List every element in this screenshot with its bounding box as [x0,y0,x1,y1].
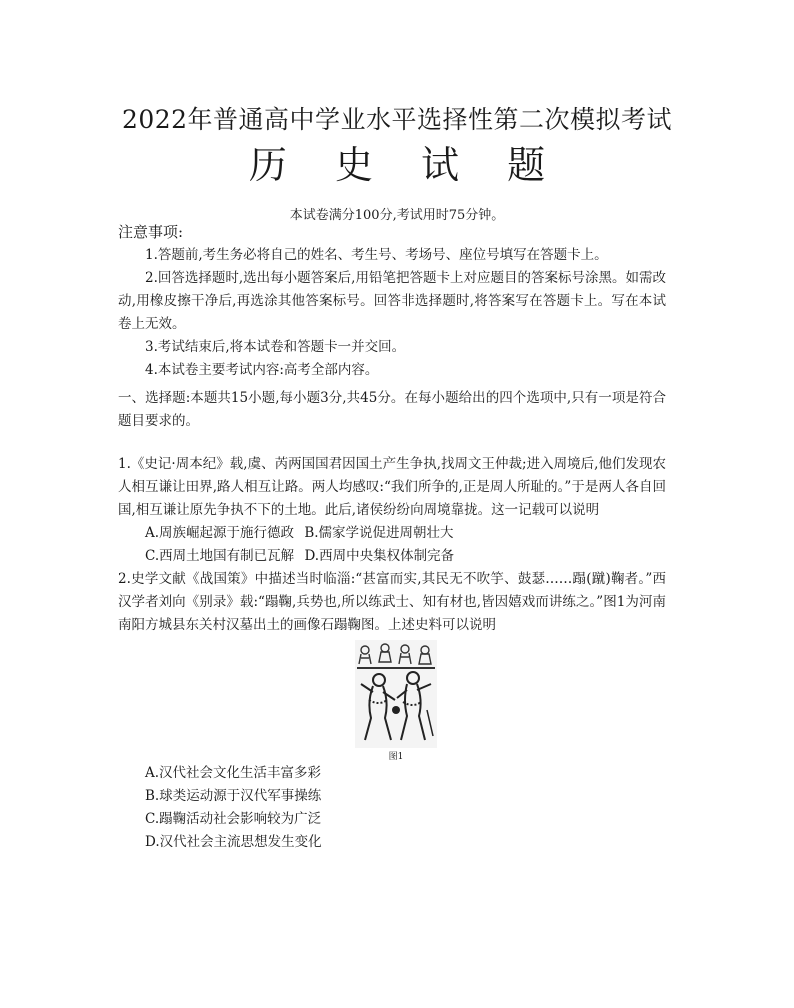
option-row [118,545,666,568]
notice-item: 1.答题前,考生务必将自己的姓名、考生号、考场号、座位号填写在答题卡上。 [145,247,608,263]
figure-caption: 图1 [388,752,404,762]
option-b: B.球类运动源于汉代军事操练 [145,788,322,804]
notice-list [118,244,666,382]
question-stem: 2.史学文献《战国策》中描述当时临淄:“甚富而实,其民无不吹竽、鼓瑟……蹋(蹴)鞠者。”西汉学者刘向《别录》载:“蹋鞠,兵势也,所以练武士、知有材也,皆因嬉戏而讲练之。”图1为河南南阳方城县东关村汉墓出土的画像石蹋鞠图。上述史料可以说明 [118,571,666,633]
section-title: 一、选择题:本题共15小题,每小题3分,共45分。在每小题给出的四个选项中,只有一项是符合题目要求的。 [118,390,666,429]
relief-drawing [355,640,437,748]
notice-item: 3.考试结束后,将本试卷和答题卡一并交回。 [145,339,406,355]
notice-item: 2.回答选择题时,选出每小题答案后,用铅笔把答题卡上对应题目的答案标号涂黑。如需改动,用橡皮擦干净后,再选涂其他答案标号。回答非选择题时,将答案写在答题卡上。写在本试卷上无效。 [118,270,666,332]
cuju-stone-relief-image [355,640,437,748]
option-a: A.周族崛起源于施行德政 [145,525,295,541]
question-stem: 1.《史记·周本纪》载,虞、芮两国国君因国土产生争执,找周文王仲裁;进入周境后,他们发现农人相互谦让田界,路人相互让路。两人均感叹:“我们所争的,正是周人所耻的。”于是两人各自回国,相互谦让原先争执不下的土地。此后,诸侯纷纷向周境靠拢。这一记载可以说明 [118,456,666,518]
exam-title: 2022年普通高中学业水平选择性第二次模拟考试 [121,105,673,134]
question-1 [118,453,666,568]
notice-heading: 注意事项: [118,223,184,241]
score-line: 本试卷满分100分,考试用时75分钟。 [289,208,505,223]
option-c: C.蹋鞠活动社会影响较为广泛 [145,811,322,827]
question-2 [118,568,666,637]
option-c: C.西周土地国有制已瓦解 [145,548,295,564]
option-b: B.儒家学说促进周朝壮大 [304,525,454,541]
notice-item: 4.本试卷主要考试内容:高考全部内容。 [145,362,379,378]
option-d: D.汉代社会主流思想发生变化 [145,834,322,850]
option-row [118,522,666,545]
option-d: D.西周中央集权体制完备 [304,548,455,564]
option-a: A.汉代社会文化生活丰富多彩 [145,765,322,781]
question-2-options [145,762,322,854]
subject-title: 历 史 试 题 [248,143,564,187]
